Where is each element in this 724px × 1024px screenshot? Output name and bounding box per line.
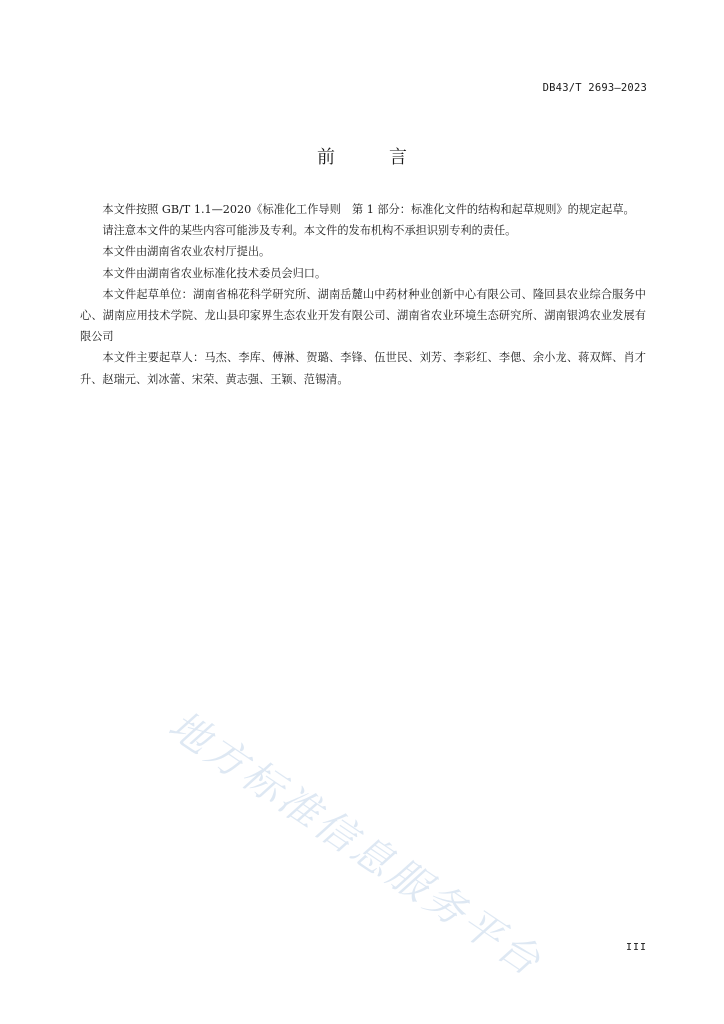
- paragraph-patent-notice: 请注意本文件的某些内容可能涉及专利。本文件的发布机构不承担识别专利的责任。: [102, 224, 517, 238]
- paragraph-drafting-units: 本文件起草单位：湖南省棉花科学研究所、湖南岳麓山中药材种业创新中心有限公司、隆回县农业综合服务中心、湖南应用技术学院、龙山县印家界生态农业开发有限公司、湖南省农业环境生态研究所、湖南银鸿农业发展有限公司: [80, 287, 646, 344]
- paragraph-centralized-by: 本文件由湖南省农业标准化技术委员会归口。: [102, 266, 327, 280]
- paragraph-proposed-by: 本文件由湖南省农业农村厅提出。: [102, 245, 271, 259]
- section-title: 前 言: [317, 147, 425, 168]
- watermark: 地方标准信息服务平台: [160, 702, 551, 987]
- page-number: III: [625, 942, 647, 953]
- document-code: DB43/T 2693—2023: [542, 82, 647, 94]
- paragraph-drafting-rules: 本文件按照 GB/T 1.1—2020《标准化工作导则 第 1 部分：标准化文件的结构和起草规则》的规定起草。: [102, 203, 635, 216]
- paragraph-drafters: 本文件主要起草人：马杰、李库、傅淋、贺璐、李锋、伍世民、刘芳、李彩红、李偲、余小龙、蒋双辉、肖才升、赵瑞元、刘冰蕾、宋荣、黄志强、王颖、范锡清。: [80, 351, 646, 386]
- foreword-body: [80, 199, 646, 390]
